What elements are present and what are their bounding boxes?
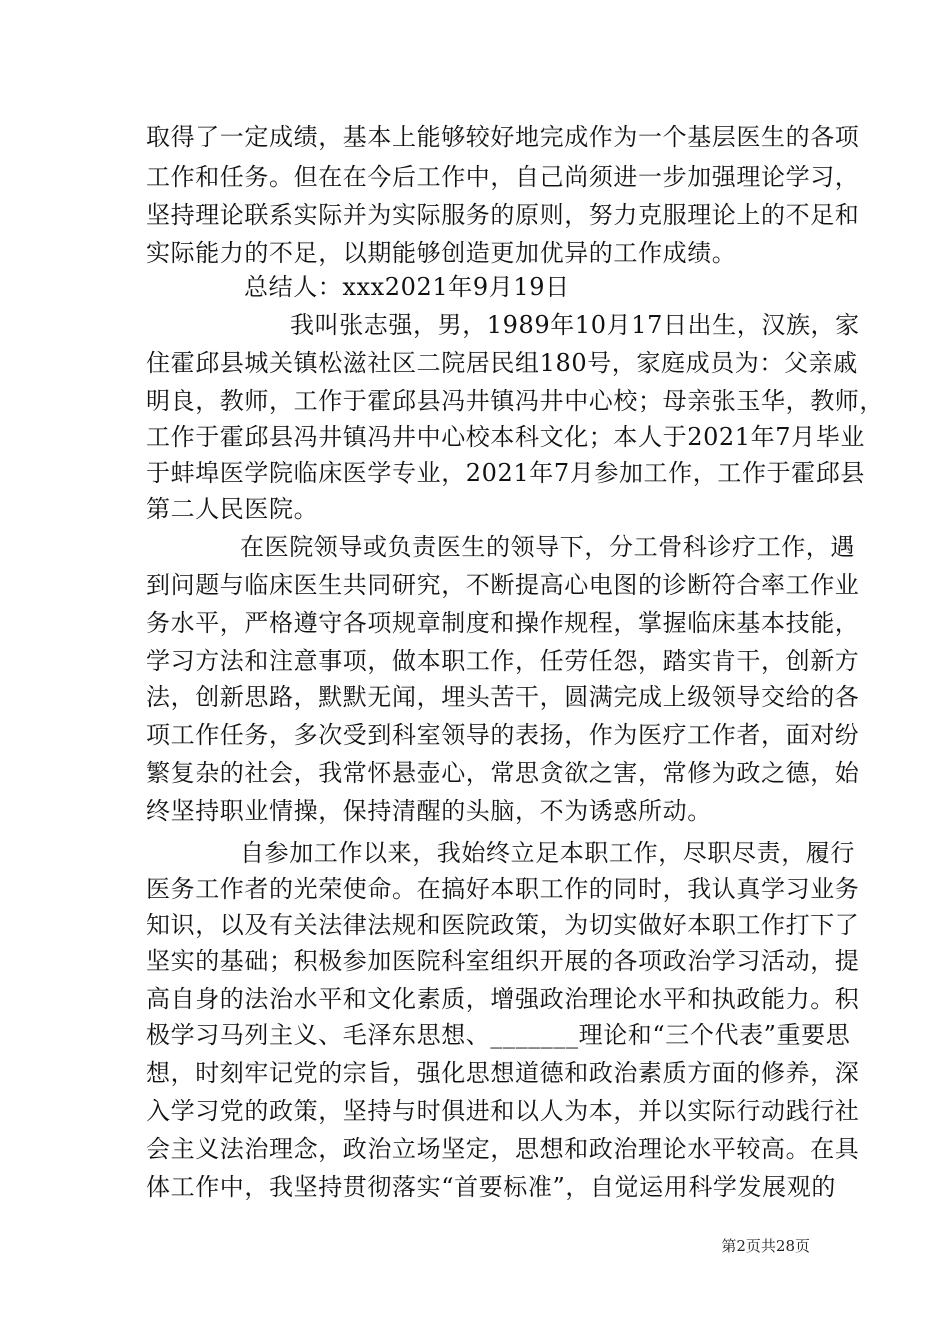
text-line: 工作于霍邱县冯井镇冯井中心校本科文化；本人于2021年7月毕业: [146, 423, 865, 451]
text-line: 知识，以及有关法律法规和医院政策，为切实做好本职工作打下了: [146, 911, 860, 939]
text-line: 体工作中，我坚持贯彻落实“首要标准”，自觉运用科学发展观的: [146, 1173, 836, 1201]
text-line: 繁复杂的社会，我常怀悬壶心，常思贪欲之害，常修为政之德，始: [146, 759, 860, 787]
text-line: 住霍邱县城关镇松滋社区二院居民组180号，家庭成员为：父亲戚: [146, 349, 858, 377]
text-line: 第二人民医院。: [146, 495, 319, 523]
text-line: 坚持理论联系实际并为实际服务的原则，努力克服理论上的不足和: [146, 201, 860, 229]
text-line: 务水平，严格遵守各项规章制度和操作规程，掌握临床基本技能，: [146, 609, 860, 637]
text-line: 于蚌埠医学院临床医学专业，2021年7月参加工作，工作于霍邱县: [146, 459, 865, 487]
text-line: 学习方法和注意事项，做本职工作，任劳任怨，踏实肯干，创新方: [146, 647, 860, 675]
text-line: 我叫张志强，男，1989年10月17日出生，汉族，家: [290, 311, 860, 339]
text-line: 取得了一定成绩，基本上能够较好地完成作为一个基层医生的各项: [146, 123, 860, 151]
text-line: 到问题与临床医生共同研究，不断提高心电图的诊断符合率工作业: [146, 571, 860, 599]
text-line: 在医院领导或负责医生的领导下，分工骨科诊疗工作，遇: [240, 533, 855, 561]
text-line: 项工作任务，多次受到科室领导的表扬，作为医疗工作者，面对纷: [146, 721, 860, 749]
text-line: 会主义法治理念，政治立场坚定，思想和政治理论水平较高。在具: [146, 1135, 860, 1163]
text-line: 明良，教师，工作于霍邱县冯井镇冯井中心校；母亲张玉华，教师，: [146, 387, 884, 415]
page-number-footer: 第2页共28页: [721, 1237, 810, 1255]
text-line: 想，时刻牢记党的宗旨，强化思想道德和政治素质方面的修养，深: [146, 1059, 860, 1087]
text-line: 法，创新思路，默默无闻，埋头苦干，圆满完成上级领导交给的各: [146, 683, 860, 711]
text-line: 实际能力的不足，以期能够创造更加优异的工作成绩。: [146, 239, 737, 267]
text-line: 入学习党的政策，坚持与时俱进和以人为本，并以实际行动践行社: [146, 1097, 860, 1125]
text-line: 终坚持职业情操，保持清醒的头脑，不为诱惑所动。: [146, 797, 712, 825]
text-line: 坚实的基础；积极参加医院科室组织开展的各项政治学习活动，提: [146, 947, 860, 975]
text-line: 工作和任务。但在在今后工作中，自己尚须进一步加强理论学习，: [146, 163, 860, 191]
text-line: 自参加工作以来，我始终立足本职工作，尽职尽责，履行: [240, 839, 855, 867]
text-line: 极学习马列主义、毛泽东思想、_______理论和“三个代表”重要思: [146, 1021, 851, 1049]
text-line: 高自身的法治水平和文化素质，增强政治理论水平和执政能力。积: [146, 985, 860, 1013]
text-line: 医务工作者的光荣使命。在搞好本职工作的同时，我认真学习业务: [146, 875, 860, 903]
signature-line: 总结人：xxx2021年9月19日: [244, 273, 570, 301]
